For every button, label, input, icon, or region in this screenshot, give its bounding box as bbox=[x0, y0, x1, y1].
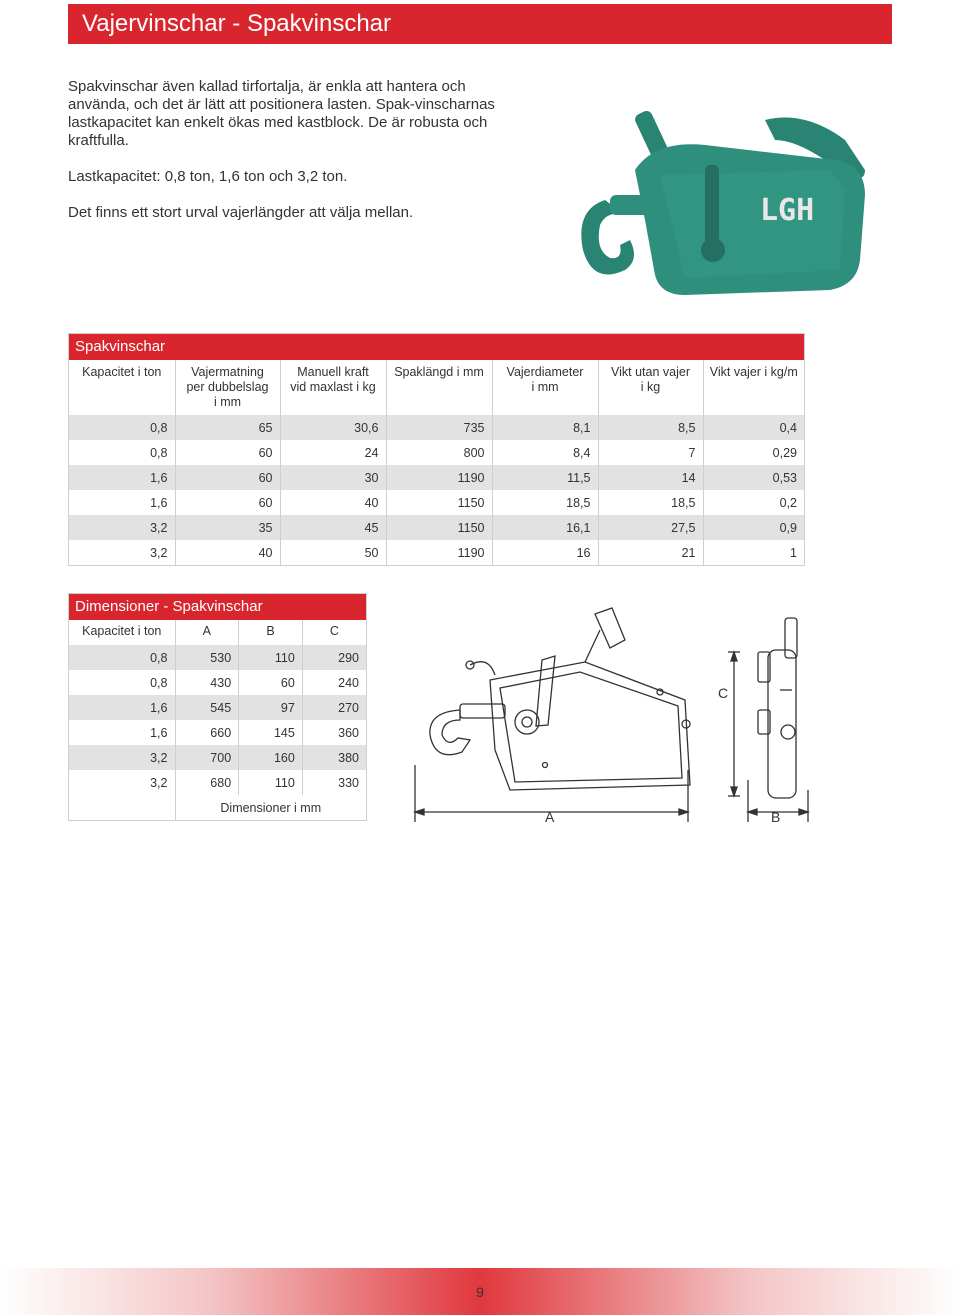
col-header: A bbox=[175, 620, 239, 645]
table-row bbox=[69, 465, 804, 490]
table-cell: 3,2 bbox=[69, 515, 175, 540]
col-header: Manuell kraft vid maxlast i kg bbox=[280, 360, 386, 415]
table-cell: 1 bbox=[703, 540, 804, 565]
table-header-row bbox=[69, 620, 366, 645]
spakvinschar-table bbox=[68, 333, 805, 566]
table-cell: 14 bbox=[598, 465, 703, 490]
table-cell: 380 bbox=[302, 745, 366, 770]
table-row bbox=[69, 670, 366, 695]
table-cell: 7 bbox=[598, 440, 703, 465]
table-cell: 97 bbox=[239, 695, 303, 720]
table-cell: 3,2 bbox=[150, 545, 168, 560]
table-cell: 0,8 bbox=[69, 645, 175, 670]
dimension-label-b: B bbox=[771, 809, 781, 825]
table-cell: 0,2 bbox=[703, 490, 804, 515]
table-cell: 8,4 bbox=[492, 440, 598, 465]
table-cell: 530 bbox=[175, 645, 239, 670]
table-cell: 430 bbox=[175, 670, 239, 695]
table-cell: 0,9 bbox=[703, 515, 804, 540]
table-cell: 60 bbox=[175, 440, 280, 465]
table-cell: 1150 bbox=[386, 490, 492, 515]
table-cell: 11,5 bbox=[492, 465, 598, 490]
table-cell: 145 bbox=[239, 720, 303, 745]
dimension-diagram bbox=[400, 600, 840, 840]
intro-paragraph: Spakvinschar även kallad tirfortalja, är enkla att hantera och använda, och det är lätt att positionera lasten. Spak-vinscharnas lastkapacitet kan enkelt ökas med kastblock. De är robusta och kraftfulla. bbox=[68, 78, 495, 149]
table-row bbox=[69, 770, 366, 795]
capacity-paragraph: Lastkapacitet: 0,8 ton, 1,6 ton och 3,2 ton. bbox=[68, 168, 348, 185]
table-cell: 735 bbox=[386, 415, 492, 440]
table-cell: 30,6 bbox=[280, 415, 386, 440]
table-row bbox=[69, 515, 804, 540]
table-header-row bbox=[69, 360, 804, 415]
table-cell: 1190 bbox=[386, 540, 492, 565]
table-row bbox=[69, 540, 804, 565]
table-cell: 0,8 bbox=[150, 445, 168, 460]
units-note: Dimensioner i mm bbox=[175, 795, 366, 820]
col-header: B bbox=[239, 620, 303, 645]
table-cell: 360 bbox=[302, 720, 366, 745]
table-cell: 8,5 bbox=[598, 415, 703, 440]
table-cell: 60 bbox=[175, 465, 280, 490]
dimension-label-a: A bbox=[545, 809, 555, 825]
col-header: Vikt utan vajer i kg bbox=[598, 360, 703, 415]
table-row bbox=[69, 720, 366, 745]
table-cell: 45 bbox=[280, 515, 386, 540]
table-cell: 65 bbox=[175, 415, 280, 440]
table-row bbox=[69, 415, 804, 440]
table-cell: 660 bbox=[175, 720, 239, 745]
page-title: Vajervinschar - Spakvinschar bbox=[68, 4, 892, 44]
table-cell: 35 bbox=[175, 515, 280, 540]
table-cell: 0,29 bbox=[703, 440, 804, 465]
table-cell: 16 bbox=[492, 540, 598, 565]
col-header: Vajerdiameter i mm bbox=[492, 360, 598, 415]
col-header: C bbox=[302, 620, 366, 645]
table-title: Spakvinschar bbox=[69, 334, 804, 360]
table-cell: 110 bbox=[239, 770, 303, 795]
table-cell: 0,8 bbox=[150, 675, 168, 690]
winch-photo bbox=[565, 100, 890, 310]
col-header: Vikt vajer i kg/m bbox=[703, 360, 804, 415]
table-cell: 330 bbox=[302, 770, 366, 795]
table-cell: 545 bbox=[175, 695, 239, 720]
table-cell: 3,2 bbox=[150, 775, 168, 790]
page-number: 9 bbox=[476, 1284, 484, 1300]
table-row bbox=[69, 695, 366, 720]
table-cell: 1190 bbox=[386, 465, 492, 490]
table-row bbox=[69, 490, 804, 515]
table-cell: 0,4 bbox=[703, 415, 804, 440]
col-header: Kapacitet i ton bbox=[82, 624, 162, 638]
table-cell: 1,6 bbox=[69, 695, 175, 720]
dimensions-table bbox=[68, 593, 367, 821]
table-cell: 1,6 bbox=[150, 725, 168, 740]
table-cell: 240 bbox=[302, 670, 366, 695]
table-cell: 680 bbox=[175, 770, 239, 795]
table-cell: 30 bbox=[280, 465, 386, 490]
table-cell: 21 bbox=[598, 540, 703, 565]
dimension-label-c: C bbox=[718, 685, 729, 701]
table-cell: 16,1 bbox=[492, 515, 598, 540]
table-cell: 110 bbox=[239, 645, 303, 670]
table-cell: 50 bbox=[280, 540, 386, 565]
table-cell: 800 bbox=[386, 440, 492, 465]
col-header: Kapacitet i ton bbox=[82, 365, 162, 379]
brand-text: LGH bbox=[760, 193, 815, 228]
col-header: Vajermatning per dubbelslag i mm bbox=[175, 360, 280, 415]
table-cell: 1,6 bbox=[69, 465, 175, 490]
table-cell: 8,1 bbox=[492, 415, 598, 440]
table-cell: 1150 bbox=[386, 515, 492, 540]
table-cell: 18,5 bbox=[598, 490, 703, 515]
table-cell: 3,2 bbox=[69, 745, 175, 770]
table-cell: 40 bbox=[280, 490, 386, 515]
table-cell: 290 bbox=[302, 645, 366, 670]
table-title: Dimensioner - Spakvinschar bbox=[69, 594, 366, 620]
table-note-row bbox=[69, 795, 366, 820]
table-row bbox=[69, 745, 366, 770]
table-cell: 18,5 bbox=[492, 490, 598, 515]
table-cell: 700 bbox=[175, 745, 239, 770]
intro-text bbox=[68, 78, 498, 240]
table-cell: 270 bbox=[302, 695, 366, 720]
table-cell: 1,6 bbox=[150, 495, 168, 510]
table-cell: 60 bbox=[239, 670, 303, 695]
table-row bbox=[69, 440, 804, 465]
table-cell: 0,53 bbox=[703, 465, 804, 490]
table-cell: 60 bbox=[175, 490, 280, 515]
table-cell: 160 bbox=[239, 745, 303, 770]
table-cell: 27,5 bbox=[598, 515, 703, 540]
table-cell: 40 bbox=[175, 540, 280, 565]
table-cell: 24 bbox=[280, 440, 386, 465]
col-header: Spaklängd i mm bbox=[386, 360, 492, 415]
table-row bbox=[69, 645, 366, 670]
wire-length-paragraph: Det finns ett stort urval vajerlängder att välja mellan. bbox=[68, 204, 414, 221]
table-cell: 0,8 bbox=[69, 415, 175, 440]
